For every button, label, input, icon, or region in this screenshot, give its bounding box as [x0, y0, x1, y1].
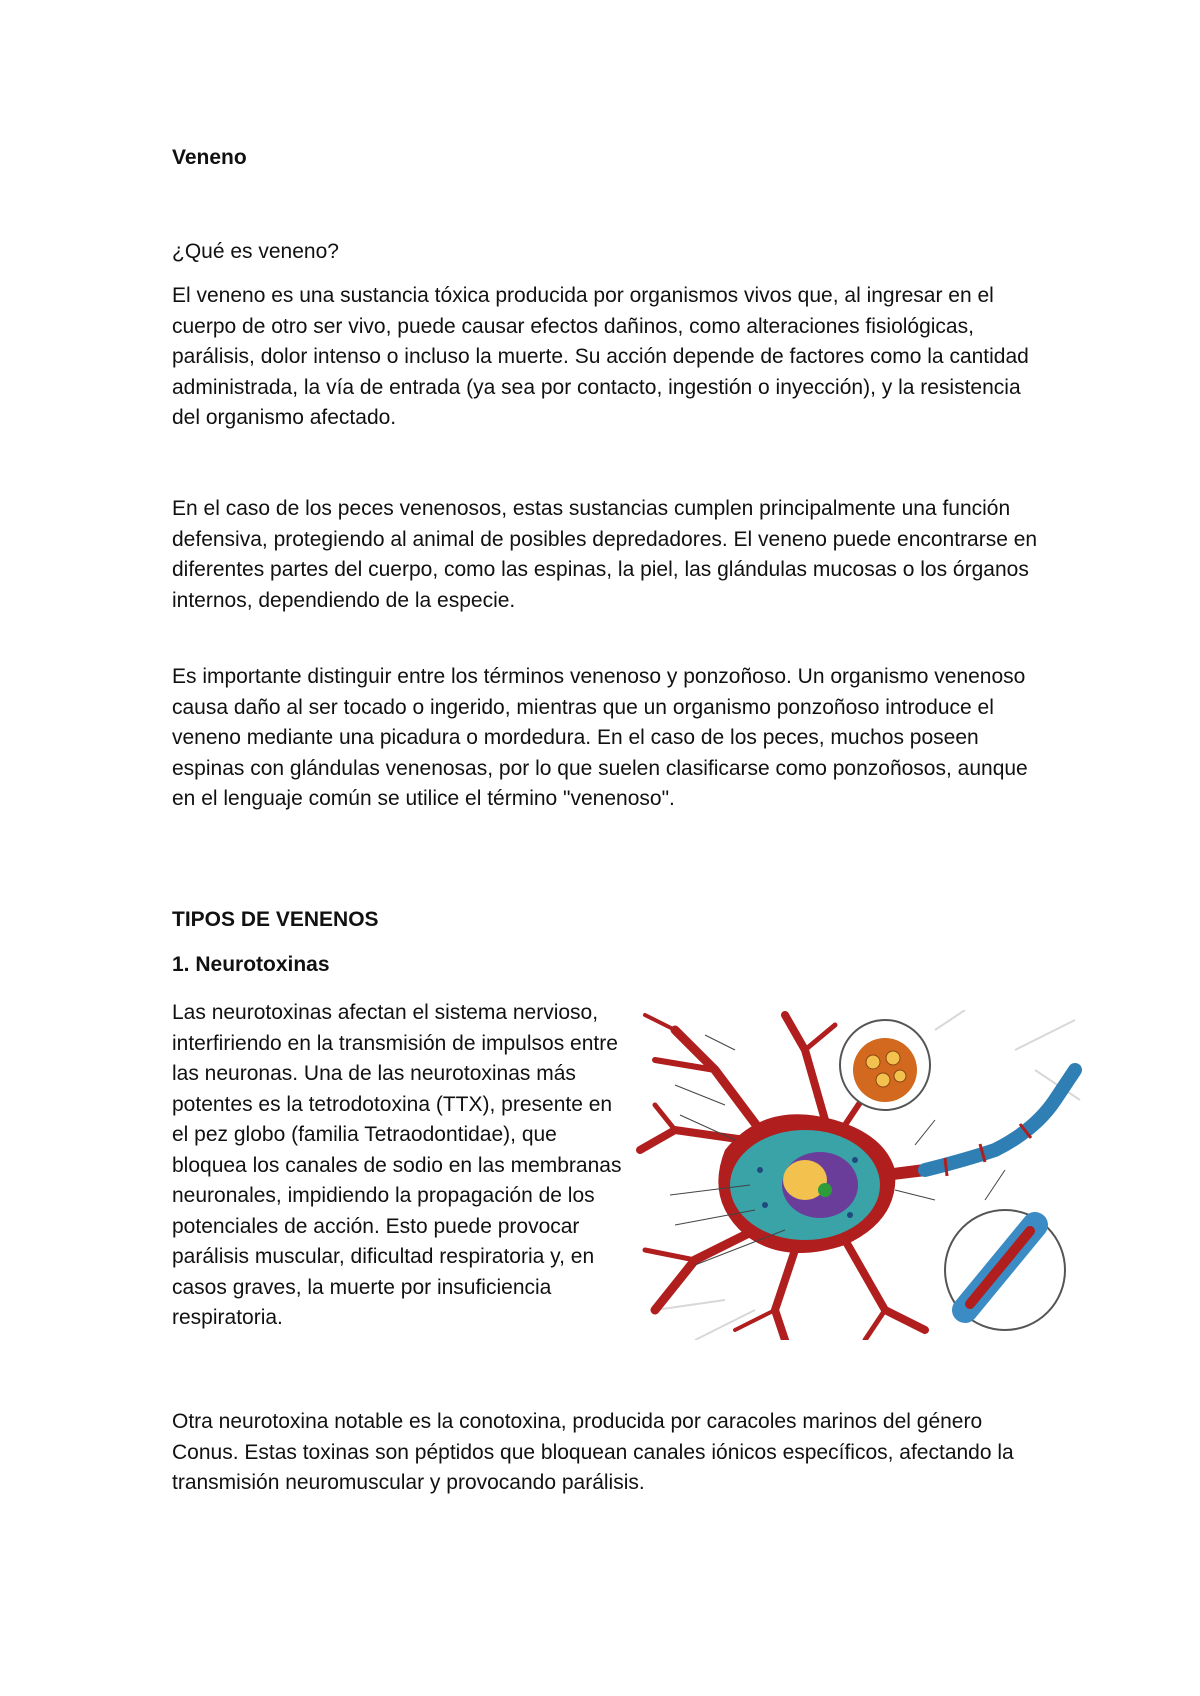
paragraph-venomous-vs-poisonous: Es importante distinguir entre los términos venenoso y ponzoñoso. Un organismo venenoso causa daño al ser tocado o ingerido, mientras que un organismo ponzoñoso introduce el veneno mediante una picadura o mordedura. En el caso de los peces, muchos poseen espinas con glándulas venenosas, por lo que suelen clasificarse como ponzoñosos, aunque en el lenguaje común se utilice el término "venenoso". [172, 665, 1028, 810]
neuron-illustration [635, 1010, 1085, 1340]
neuron-diagram-image [635, 1010, 1085, 1340]
subsection-heading: 1. Neurotoxinas [172, 953, 330, 976]
paragraph-fish-venom: En el caso de los peces venenosos, estas sustancias cumplen principalmente una función defensiva, protegiendo al animal de posibles depredadores. El veneno puede encontrarse en diferentes partes del cuerpo, como las espinas, la piel, las glándulas mucosas o los órganos internos, dependiendo de la especie. [172, 497, 1038, 612]
section-heading: TIPOS DE VENENOS [172, 908, 379, 931]
question-heading: ¿Qué es veneno? [172, 240, 339, 263]
paragraph-definition: El veneno es una sustancia tóxica producida por organismos vivos que, al ingresar en el cuerpo de otro ser vivo, puede causar efectos dañinos, como alteraciones fisiológicas, parálisis, dolor intenso o incluso la muerte. Su acción depende de factores como la cantidad administrada, la vía de entrada (ya sea por contacto, ingestión o inyección), y la resistencia del organismo afectado. [172, 284, 1029, 429]
document-title: Veneno [172, 146, 247, 169]
paragraph-conotoxin: Otra neurotoxina notable es la conotoxina, producida por caracoles marinos del género Conus. Estas toxinas son péptidos que bloquean canales iónicos específicos, afectando la transmisión neuromuscular y provocando parálisis. [172, 1410, 1014, 1494]
paragraph-neurotoxins: Las neurotoxinas afectan el sistema nervioso, interfiriendo en la transmisión de impulsos entre las neuronas. Una de las neurotoxinas más potentes es la tetrodotoxina (TTX), presente en el pez globo (familia Tetraodontidae), que bloquea los canales de sodio en las membranas neuronales, impidiendo la propagación de los potenciales de acción. Esto puede provocar parálisis muscular, dificultad respiratoria y, en casos graves, la muerte por insuficiencia respiratoria. [172, 1001, 622, 1329]
